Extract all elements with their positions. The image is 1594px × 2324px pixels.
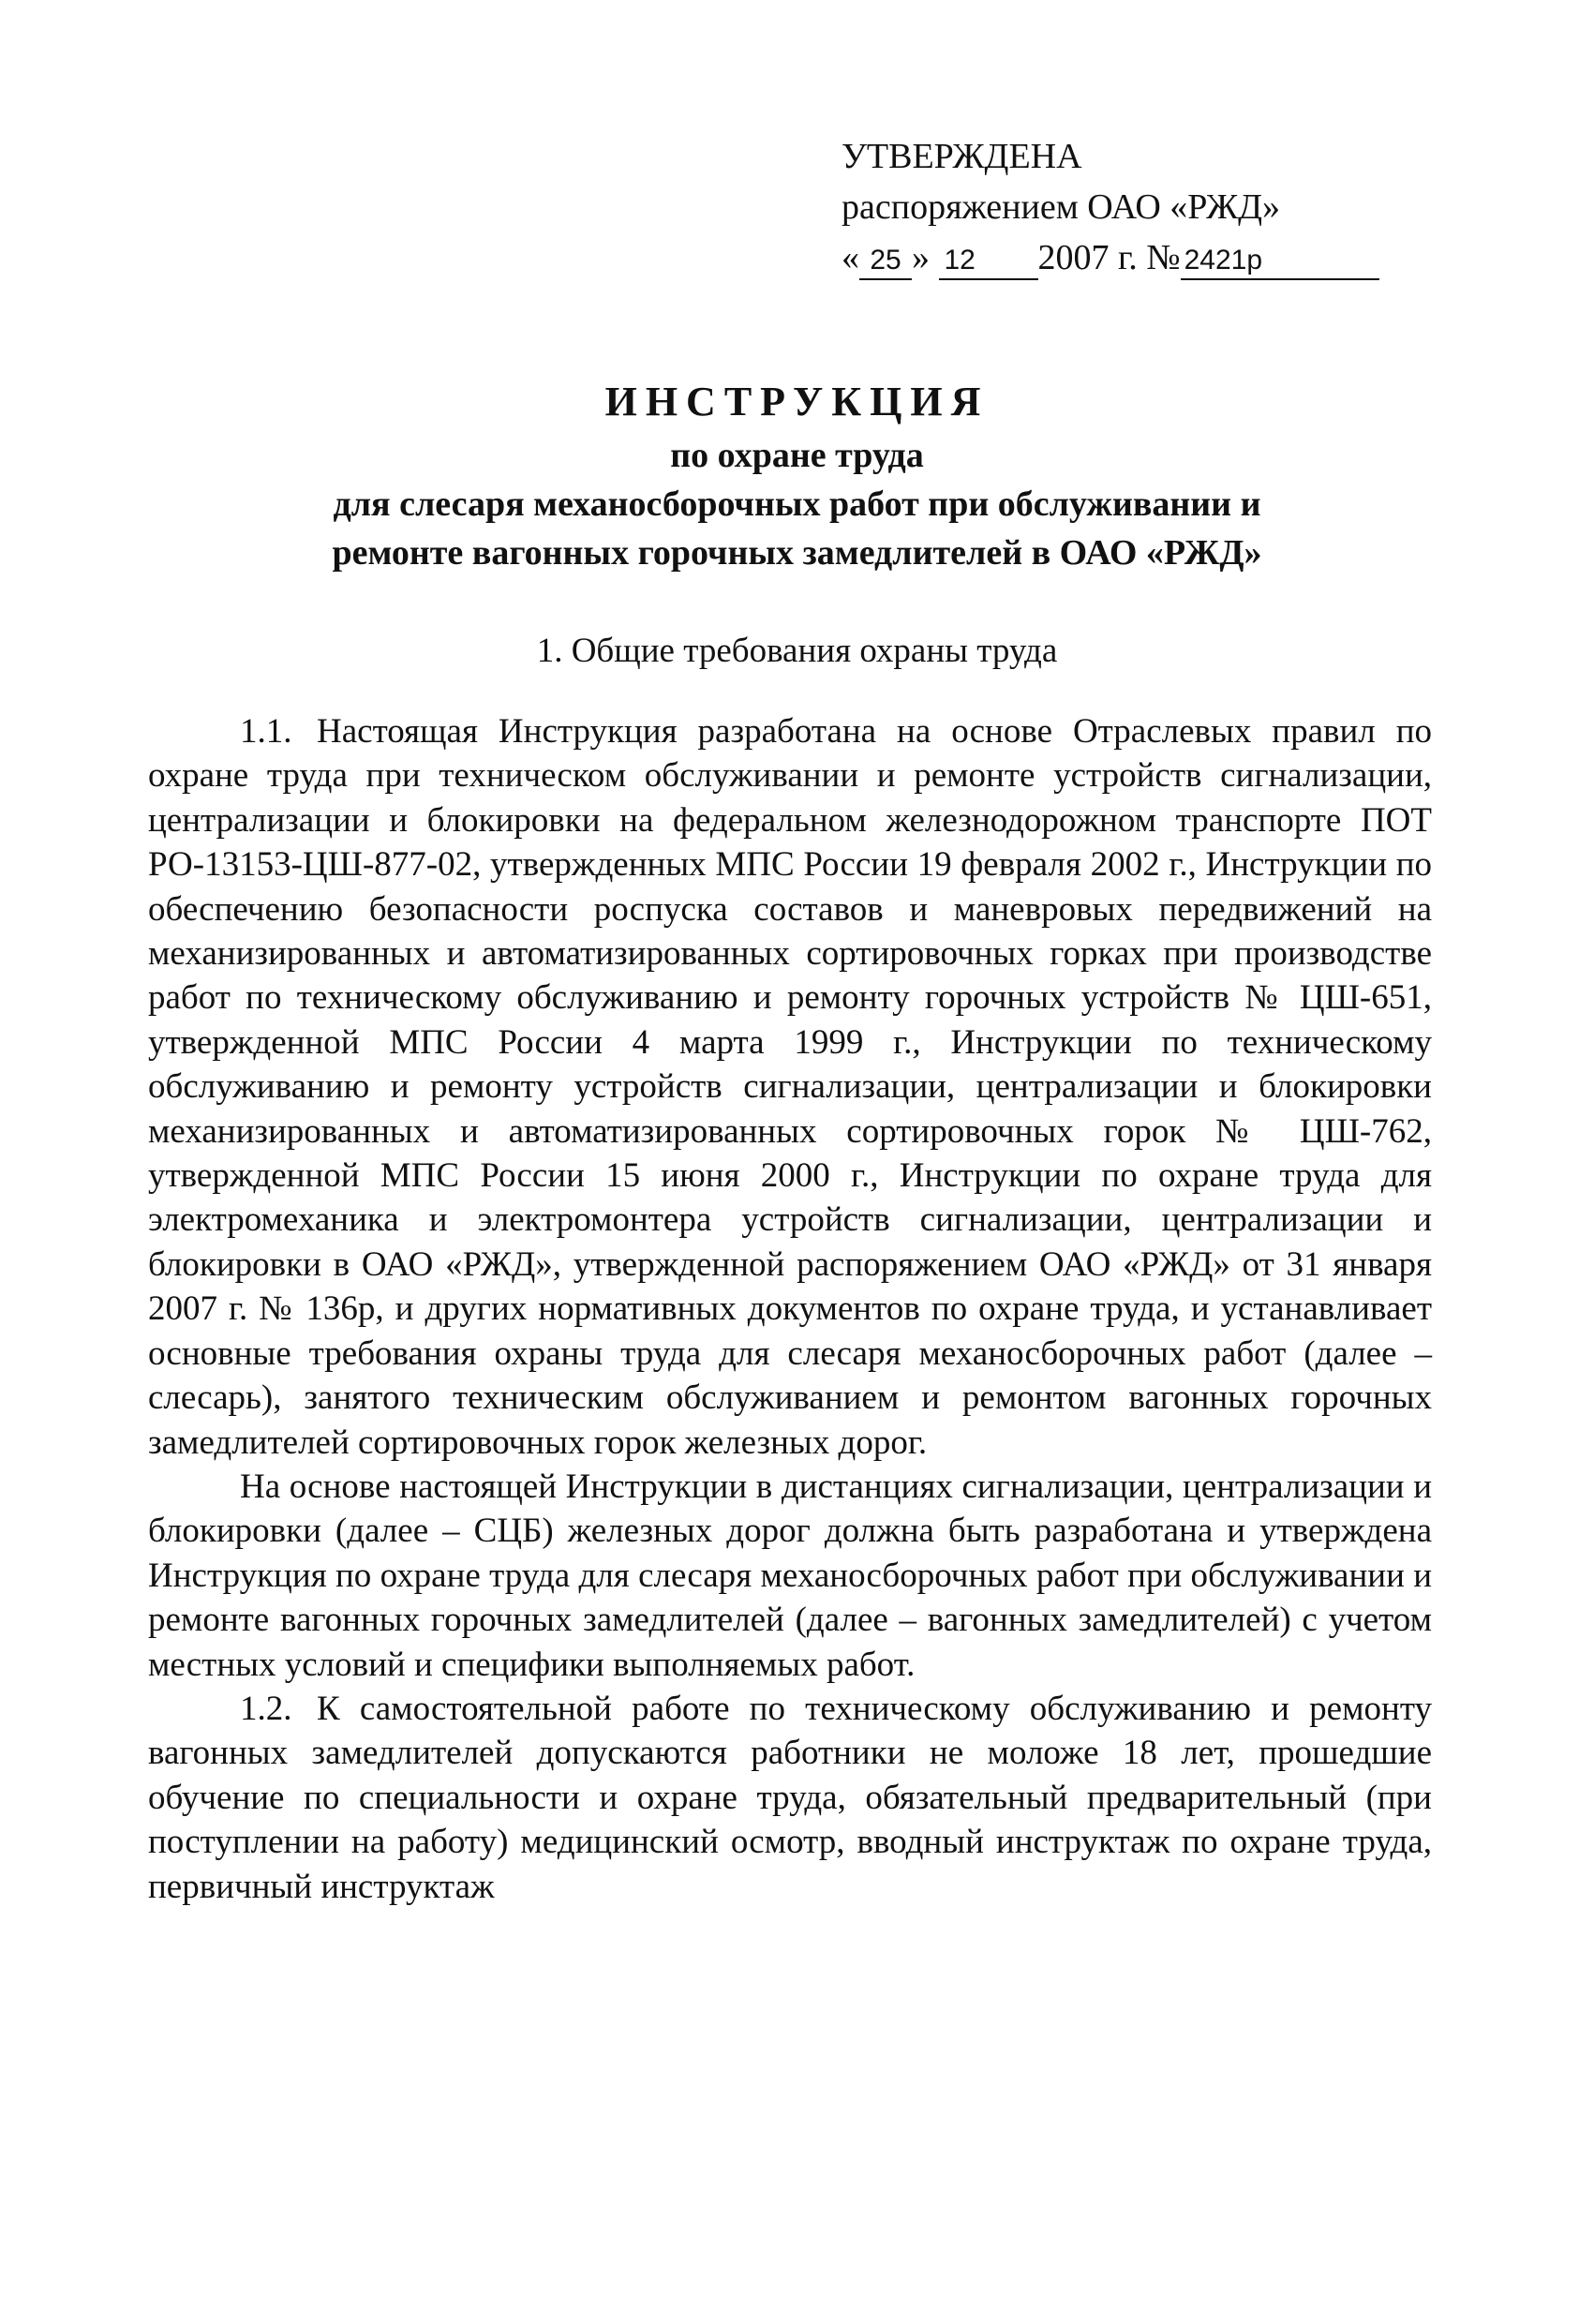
approval-title: УТВЕРЖДЕНА [842,137,1082,176]
document-subtitle-line-1: по охране труда [670,436,924,475]
paragraph-number: 1.1. [240,712,292,751]
approval-date-line [842,232,1379,283]
paragraph-1-1 [148,709,1432,1465]
paragraph-1-2 [148,1687,1432,1909]
paragraph-text: На основе настоящей Инструкции в дистанциях сигнализации, централизации и блокировки (далее – СЦБ) железных дорог должна быть разработана и утверждена Инструкция по охране труда для слесаря механосборочных работ при обслуживании и ремонте вагонных горочных замедлителей (далее – вагонных замедлителей) с учетом местных условий и специфики выполняемых работ. [148,1467,1432,1684]
approval-number: 2421р [1181,243,1379,280]
paragraph-number: 1.2. [240,1689,292,1728]
approval-stamp [842,131,1379,283]
section-heading: 1. Общие требования охраны труда [536,632,1058,670]
document-subtitle-line-3: ремонте вагонных горочных замедлителей в ОАО «РЖД» [332,533,1262,573]
approval-open-quote: « [842,238,859,277]
approval-close-quote: » [912,238,930,277]
approval-by: распоряжением ОАО «РЖД» [842,187,1281,227]
paragraph-text: Настоящая Инструкция разработана на основе Отраслевых правил по охране труда при техническом обслуживании и ремонте устройств сигнализации, централизации и блокировки на федеральном железнодорожном транспорте ПОТ РО-13153-ЦШ-877-02, утвержденных МПС России 19 февраля 2002 г., Инструкции по обеспечению безопасности роспуска составов и маневровых передвижений на механизированных и автоматизированных сортировочных горках при производстве работ по техническому обслуживанию и ремонту горочных устройств № ЦШ-651, утвержденной МПС России 4 марта 1999 г., Инструкции по техническому обслуживанию и ремонту устройств сигнализации, централизации и блокировки механизированных и автоматизированных сортировочных горок № ЦШ-762, утвержденной МПС России 15 июня 2000 г., Инструкции по охране труда для электромеханика и электромонтера устройств сигнализации, централизации и блокировки в ОАО «РЖД», утвержденной распоряжением ОАО «РЖД» от 31 января 2007 г. № 136р, и других нормативных документов по охране труда, и устанавливает основные требования охраны труда для слесаря механосборочных работ (далее – слесарь), занятого техническим обслуживанием и ремонтом вагонных горочных замедлителей сортировочных горок железных дорог. [148,712,1432,1462]
document-subtitle-line-2: для слесаря механосборочных работ при обслуживании и [333,484,1261,524]
document-title: ИНСТРУКЦИЯ [604,379,990,425]
paragraph-text: К самостоятельной работе по техническому обслуживанию и ремонту вагонных замедлителей допускаются работники не моложе 18 лет, прошедшие обучение по специальности и охране труда, обязательный предварительный (при поступлении на работу) медицинский осмотр, вводный инструктаж по охране труда, первичный инструктаж [148,1689,1432,1906]
paragraph-1-1-continued [148,1465,1432,1687]
approval-year: 2007 г. [1037,238,1138,277]
document-title-block [0,373,1594,577]
document-body [148,709,1432,1909]
approval-day: 25 [859,243,912,280]
approval-number-sign: № [1146,238,1181,277]
approval-month: 12 [939,243,1038,280]
